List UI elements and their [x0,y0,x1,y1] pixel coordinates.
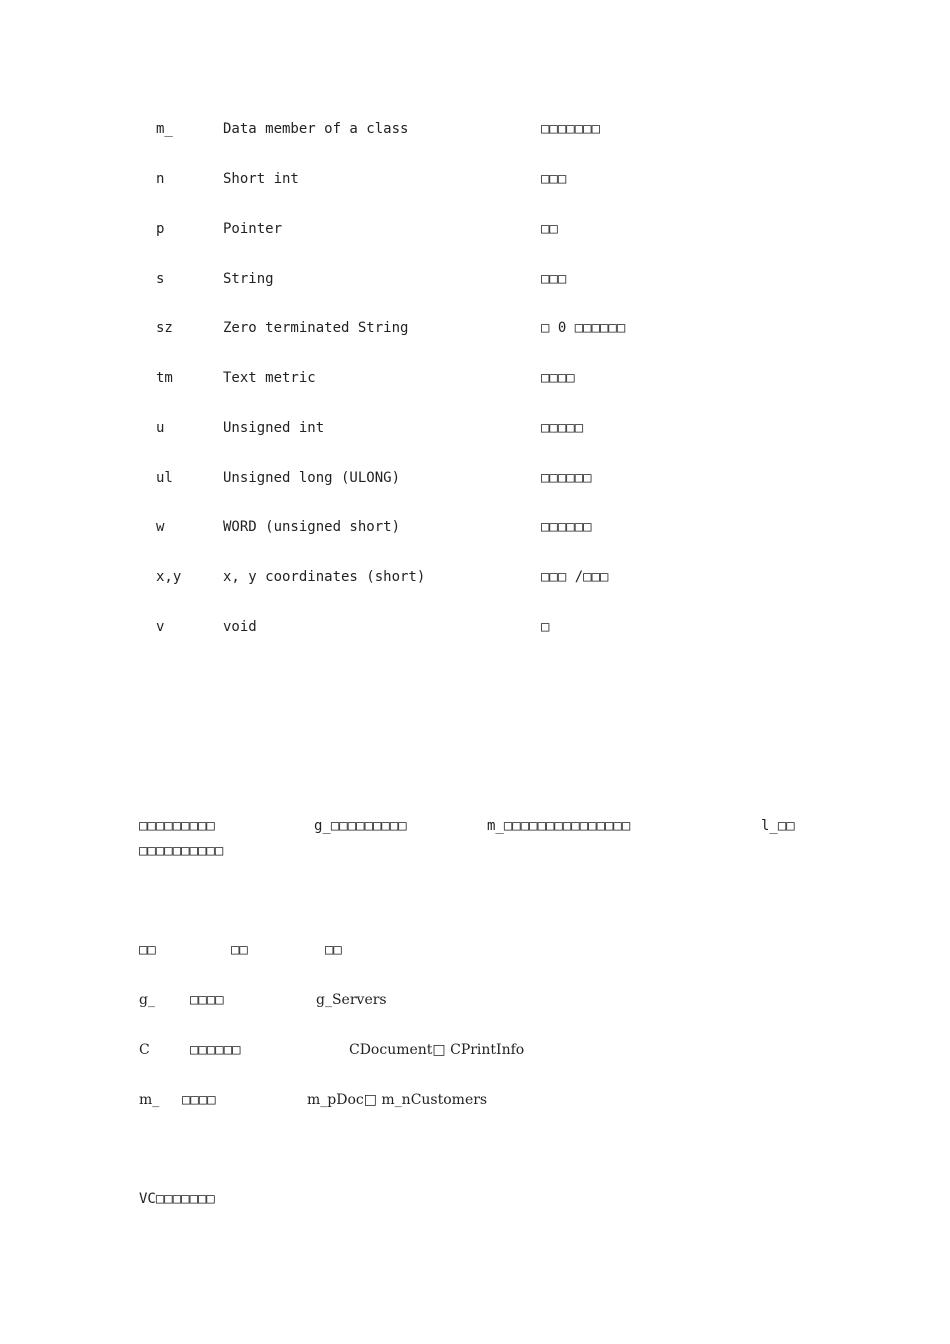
prefix-cell: u [156,420,165,436]
note-cell: □□□□□□ [541,470,592,486]
prefix-cell: C [139,1042,150,1058]
note-cell: □ 0 □□□□□□ [541,320,626,336]
note-cell: □□□ [541,171,567,187]
paragraph-line: □□□□□□□□□□ [139,843,224,859]
prefix-cell: m_ [139,1092,160,1108]
type-cell: □□□□□□ [190,1042,241,1058]
meaning-cell: Unsigned long (ULONG) [223,470,401,486]
meaning-cell: x, y coordinates (short) [223,569,426,585]
prefix-cell: p [156,221,165,237]
meaning-cell: Unsigned int [223,420,325,436]
paragraph-segment: □□□□□□□□□ [139,818,215,834]
meaning-cell: Zero terminated String [223,320,409,336]
meaning-cell: String [223,271,274,287]
meaning-cell: void [223,619,257,635]
paragraph-segment: g_□□□□□□□□□ [314,818,407,834]
prefix-cell: n [156,171,165,187]
header-cell: □□ [325,942,342,958]
type-cell: □□□□ [182,1092,216,1108]
prefix-cell: s [156,271,165,287]
example-cell: m_pDoc□ m_nCustomers [307,1092,488,1108]
paragraph-segment: l_□□ [761,818,795,834]
meaning-cell: Pointer [223,221,283,237]
prefix-cell: g_ [139,992,155,1008]
note-cell: □□□ [541,271,567,287]
paragraph-segment: m_□□□□□□□□□□□□□□□ [487,818,631,834]
section-heading: VC□□□□□□□ [139,1191,215,1207]
note-cell: □□□□□ [541,420,584,436]
prefix-cell: ul [156,470,173,486]
meaning-cell: WORD (unsigned short) [223,519,401,535]
prefix-cell: tm [156,370,173,386]
meaning-cell: Text metric [223,370,316,386]
note-cell: □□□□□□ [541,519,592,535]
meaning-cell: Data member of a class [223,121,409,137]
note-cell: □□ [541,221,558,237]
prefix-cell: sz [156,320,173,336]
prefix-cell: w [156,519,165,535]
header-cell: □□ [231,942,248,958]
meaning-cell: Short int [223,171,299,187]
example-cell: CDocument□ CPrintInfo [349,1042,525,1058]
note-cell: □□□□ [541,370,575,386]
type-cell: □□□□ [190,992,224,1008]
prefix-cell: m_ [156,121,173,137]
example-cell: g_Servers [316,992,387,1008]
header-cell: □□ [139,942,156,958]
prefix-cell: v [156,619,165,635]
note-cell: □□□ /□□□ [541,569,609,585]
note-cell: □□□□□□□ [541,121,601,137]
note-cell: □ [541,619,550,635]
prefix-cell: x,y [156,569,182,585]
